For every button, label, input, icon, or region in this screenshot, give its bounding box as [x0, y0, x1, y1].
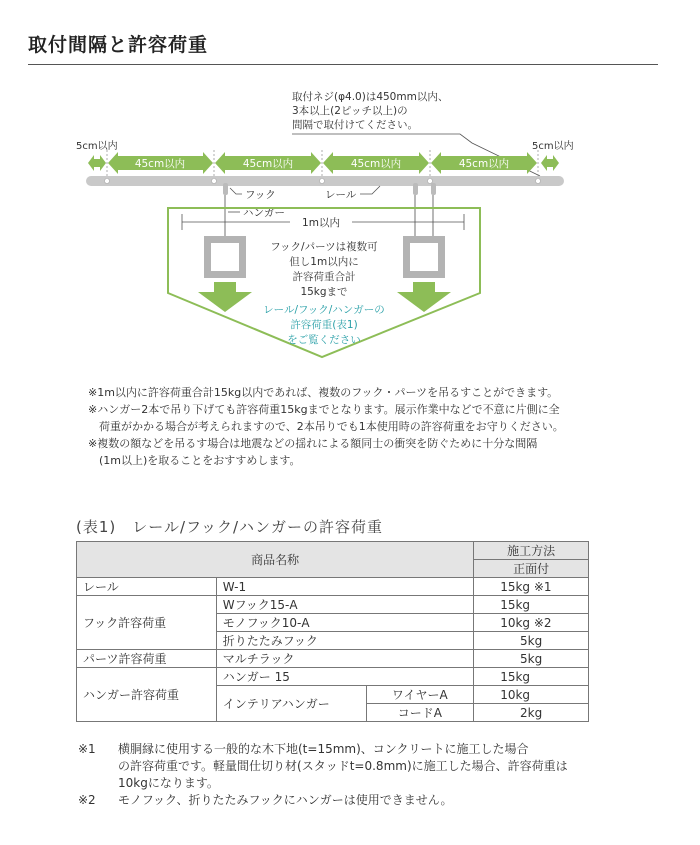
table-row: [77, 650, 589, 668]
cell-value: 10kg: [474, 686, 589, 704]
footnote-text: モノフック、折りたたみフックにハンガーは使用できません。: [118, 793, 453, 807]
hook-right-a: [413, 183, 418, 195]
cell-value: 15kg: [474, 596, 589, 614]
footnote-mark: ※2: [78, 793, 96, 807]
hook-label-leader: [230, 188, 242, 194]
footnote-line: 10kgになります。: [118, 776, 219, 790]
footnotes: [78, 741, 598, 809]
center-note-line-4: 15kgまで: [300, 286, 348, 298]
cell-value: 2kg: [474, 704, 589, 722]
see-table-line-3: をご覧ください: [287, 334, 361, 346]
header-front-mount: 正面付: [474, 560, 589, 578]
cell-type: ワイヤーA: [366, 686, 474, 704]
span-label: 1m以内: [302, 217, 340, 229]
table-header-row: [77, 542, 589, 560]
picture-frame-right-inner: [410, 243, 438, 271]
header-product-name: 商品名称: [77, 542, 474, 578]
hook-label: フック: [245, 189, 276, 201]
table-row: [77, 668, 589, 686]
page-title: 取付間隔と許容荷重: [28, 34, 209, 56]
table-row: [77, 578, 589, 596]
installation-diagram: [0, 0, 700, 380]
cell-category: レール: [77, 578, 217, 596]
spacing-label-4: 45cm以内: [458, 158, 510, 170]
note-3-cont: (1m以上)を取ることをおすすめします。: [99, 454, 301, 467]
center-note-line-1: フック/パーツは複数可: [270, 241, 378, 253]
note-3: ※複数の額などを吊るす場合は地震などの揺れによる額同士の衝突を防ぐために十分な間隔: [88, 437, 538, 450]
cell-value: 5kg: [474, 632, 589, 650]
footnote-1: [78, 741, 598, 792]
footnote-line: の許容荷重です。軽量間仕切り材(スタッドt=0.8mm)に施工した場合、許容荷重は: [118, 759, 568, 773]
rail-label: レール: [325, 189, 357, 201]
rail-label-leader: [360, 186, 380, 194]
load-arrow-left: [198, 282, 252, 312]
footnote-line: 横胴縁に使用する一般的な木下地(t=15mm)、コンクリートに施工した場合: [118, 742, 529, 756]
footnote-2: [78, 792, 598, 809]
hanger-label: ハンガー: [243, 207, 285, 219]
note-1: ※1m以内に許容荷重合計15kg以内であれば、複数のフック・パーツを吊るすことができます。: [88, 386, 559, 399]
cell-category: パーツ許容荷重: [77, 650, 217, 668]
cell-type: コードA: [366, 704, 474, 722]
cell-category: ハンガー許容荷重: [77, 668, 217, 722]
cell-value: 10kg ※2: [474, 614, 589, 632]
cell-value: 15kg: [474, 668, 589, 686]
screw-note-line-3: 間隔で取付けてください。: [292, 119, 418, 131]
footnote-text: [118, 741, 568, 792]
picture-frame-left-inner: [211, 243, 239, 271]
cell-category: フック許容荷重: [77, 596, 217, 650]
center-note-line-3: 許容荷重合計: [292, 271, 356, 283]
spacing-label-2: 45cm以内: [242, 158, 294, 170]
spacing-label-1: 45cm以内: [134, 158, 186, 170]
edge-arrow-left: [88, 155, 106, 171]
load-table: [76, 541, 589, 722]
note-2: ※ハンガー2本で吊り下げても許容荷重15kgまでとなります。展示作業中などで不意に片側に全: [88, 403, 560, 416]
hook-left: [223, 183, 228, 195]
footnote-mark: ※1: [78, 742, 96, 756]
edge-label-left: 5cm以内: [76, 141, 118, 152]
note-2-cont: 荷重がかかる場合が考えられますので、2本吊りでも1本使用時の許容荷重をお守りください。: [99, 420, 564, 433]
cell-product: モノフック10-A: [216, 614, 473, 632]
see-table-line-2: 許容荷重(表1): [290, 319, 358, 331]
cell-value: 15kg ※1: [474, 578, 589, 596]
cell-product: 折りたたみフック: [216, 632, 473, 650]
rail: [86, 176, 564, 186]
spacing-label-3: 45cm以内: [350, 158, 402, 170]
edge-label-right: 5cm以内: [532, 141, 574, 152]
screw-note-line-2: 3本以上(2ピッチ以上)の: [292, 105, 408, 117]
cell-product: マルチラック: [216, 650, 473, 668]
cell-product: ハンガー 15: [216, 668, 473, 686]
see-table-line-1: レール/フック/ハンガーの: [263, 304, 385, 316]
cell-product: W-1: [216, 578, 473, 596]
screw-note-line-1: 取付ネジ(φ4.0)は450mm以内、: [292, 91, 449, 103]
header-method: 施工方法: [474, 542, 589, 560]
table-title: (表1) レール/フック/ハンガーの許容荷重: [76, 518, 384, 536]
cell-product: インテリアハンガー: [216, 686, 366, 722]
edge-arrow-right: [541, 155, 559, 171]
center-note-line-2: 但し1m以内に: [289, 256, 359, 268]
table-row: [77, 596, 589, 614]
hook-right-b: [431, 183, 436, 195]
notes: [88, 384, 608, 469]
cell-value: 5kg: [474, 650, 589, 668]
cell-product: Wフック15-A: [216, 596, 473, 614]
